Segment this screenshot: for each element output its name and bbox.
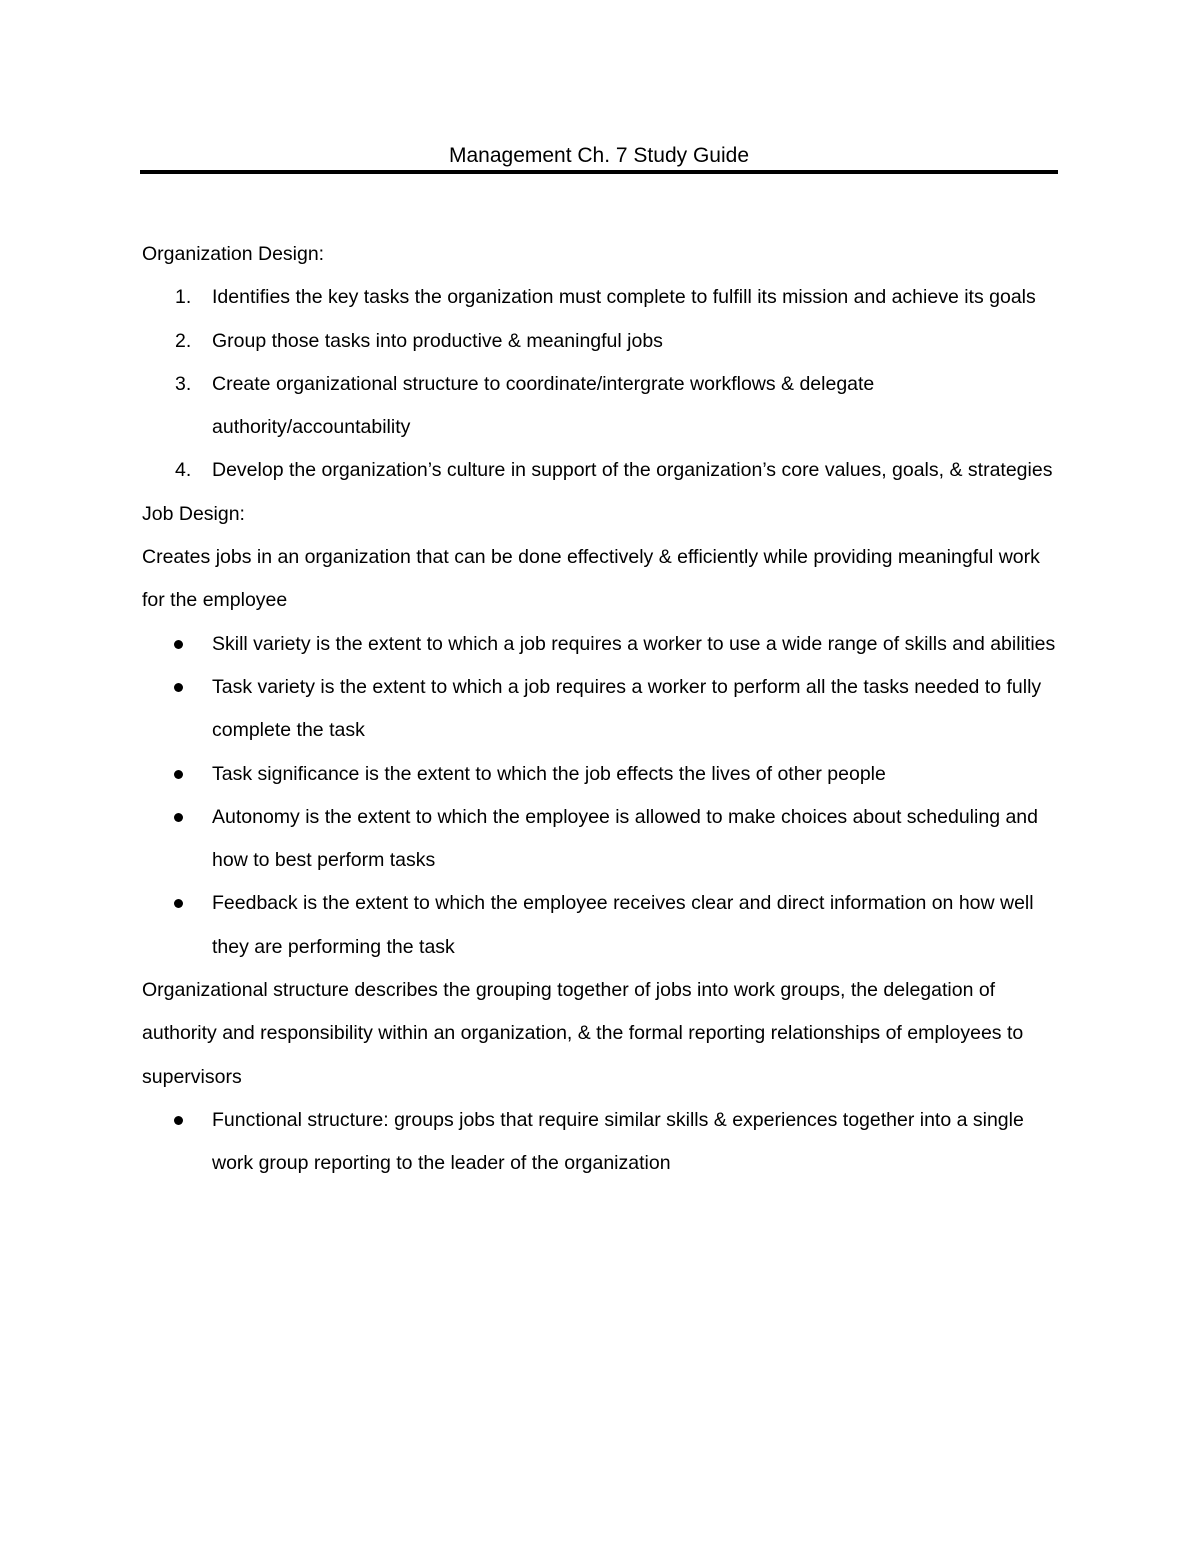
organizational-structure-definition: Organizational structure describes the grouping together of jobs into work groups, the delegation of authority and responsibility within an organization, & the formal reporting relationships of employees to supervisors — [142, 979, 1024, 1088]
list-item-text: Develop the organization’s culture in support of the organization’s core values, goals, & strategies — [212, 459, 1053, 482]
list-number: 2. — [175, 329, 192, 352]
organizational-structure-bullet-list — [142, 1099, 1057, 1186]
list-item — [142, 796, 1057, 883]
job-design-definition: Creates jobs in an organization that can be done effectively & efficiently while providing meaningful work for the employee — [142, 546, 1040, 612]
list-number: 3. — [175, 372, 192, 395]
list-item-text: Skill variety is the extent to which a job requires a worker to use a wide range of skills and abilities — [212, 632, 1056, 655]
list-item-text: Feedback is the extent to which the employee receives clear and direct information on how well they are performing the task — [212, 892, 1034, 958]
bullet-icon — [174, 813, 183, 822]
bullet-icon — [174, 1116, 183, 1125]
list-item — [142, 320, 1057, 363]
list-item-text: Functional structure: groups jobs that require similar skills & experiences together into a single work group reporting to the leader of the organization — [212, 1108, 1024, 1175]
bullet-icon — [174, 640, 183, 649]
list-item-text: Identifies the key tasks the organization must complete to fulfill its mission and achieve its goals — [212, 286, 1036, 309]
list-item — [142, 882, 1057, 969]
list-item-text: Task significance is the extent to which the job effects the lives of other people — [212, 762, 886, 785]
bullet-icon — [174, 899, 183, 908]
list-item — [142, 363, 1057, 450]
job-design-bullet-list — [142, 623, 1057, 969]
page-title: Management Ch. 7 Study Guide — [448, 144, 749, 167]
bullet-icon — [174, 683, 183, 692]
list-number: 4. — [175, 459, 192, 482]
document-body — [142, 233, 1057, 1186]
list-item — [142, 276, 1057, 319]
list-item-text: Autonomy is the extent to which the employee is allowed to make choices about scheduling and how to best perform tasks — [212, 805, 1038, 872]
list-item-text: Create organizational structure to coordinate/intergrate workflows & delegate authority/accountability — [212, 372, 875, 439]
section-heading-job-design: Job Design: — [142, 502, 245, 525]
list-item — [142, 666, 1057, 753]
list-item-text: Group those tasks into productive & meaningful jobs — [212, 329, 663, 352]
list-item — [142, 1099, 1057, 1186]
list-item — [142, 753, 1057, 796]
list-number: 1. — [175, 286, 192, 309]
list-item — [142, 449, 1057, 492]
title-divider — [140, 170, 1058, 174]
organization-design-list — [142, 276, 1057, 492]
list-item — [142, 623, 1057, 666]
list-item-text: Task variety is the extent to which a job requires a worker to perform all the tasks needed to fully complete the task — [212, 675, 1042, 742]
bullet-icon — [174, 770, 183, 779]
section-heading-organization-design: Organization Design: — [142, 243, 325, 265]
